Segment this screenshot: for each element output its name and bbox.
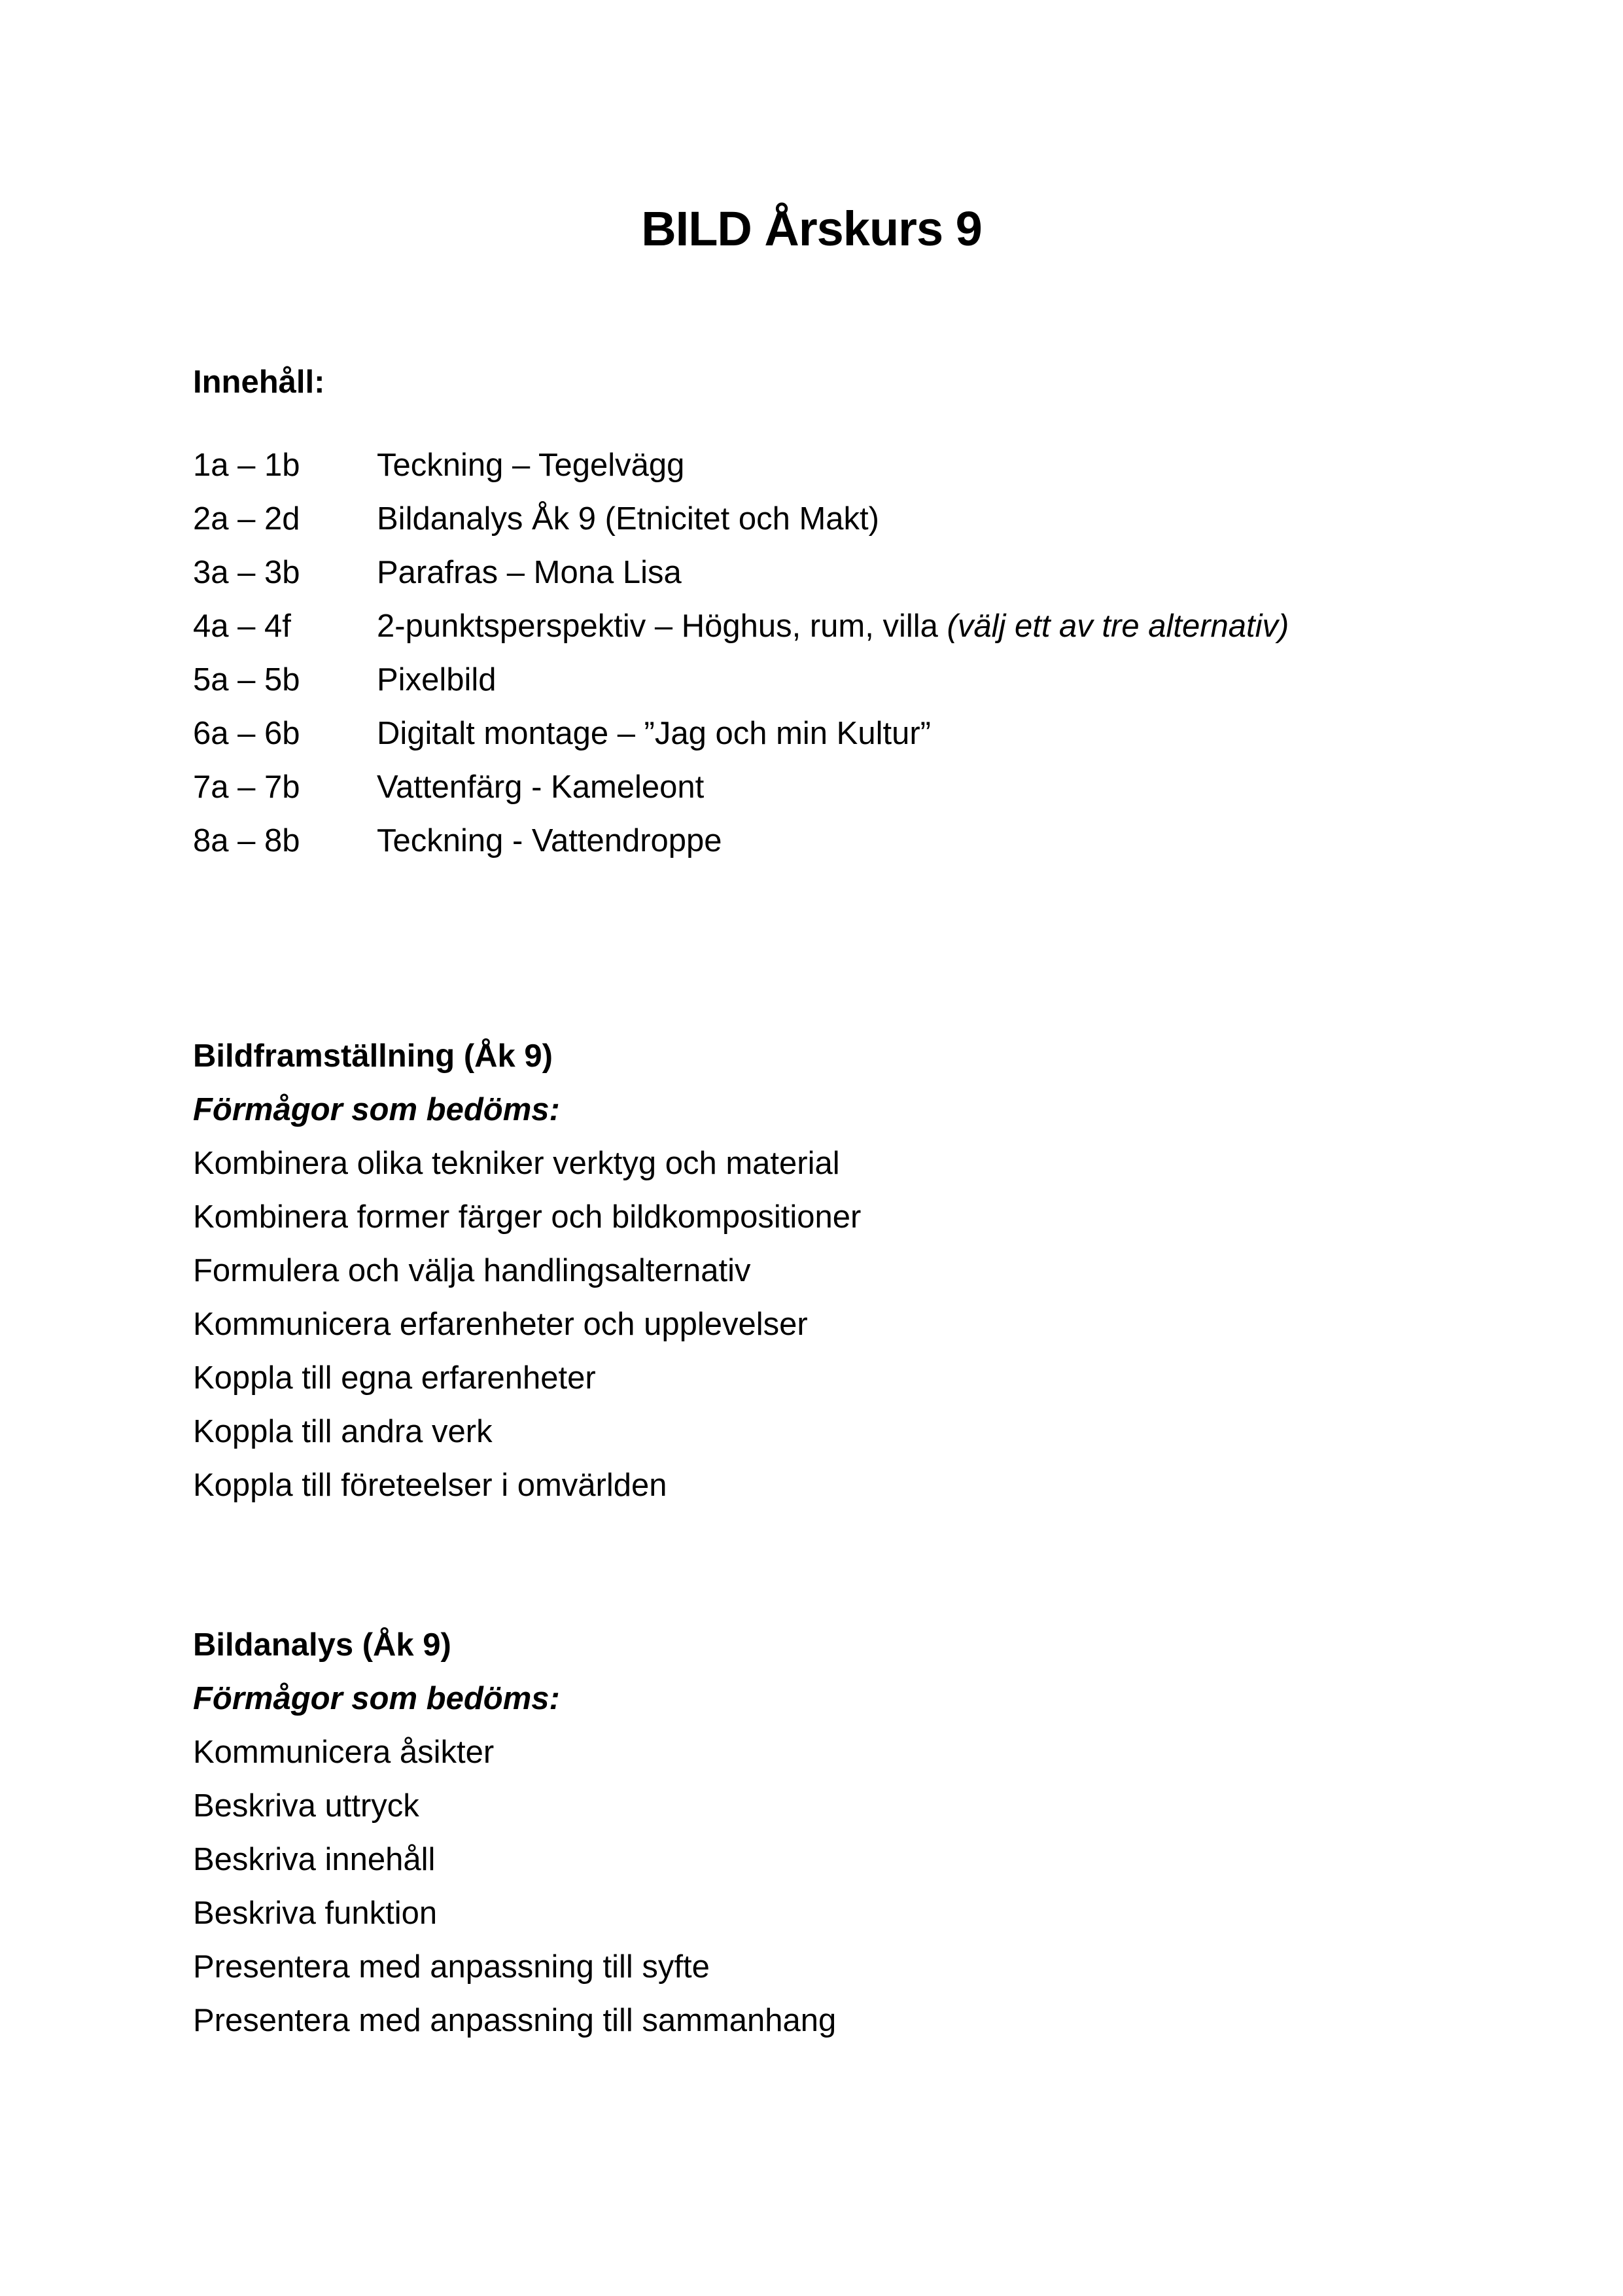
toc-range: 2a – 2d bbox=[193, 501, 300, 537]
toc-row bbox=[193, 814, 1430, 868]
toc-row bbox=[193, 707, 1430, 760]
toc-range: 7a – 7b bbox=[193, 769, 300, 805]
page-title: BILD Årskurs 9 bbox=[641, 202, 982, 256]
ability-item: Kombinera olika tekniker verktyg och material bbox=[193, 1146, 840, 1181]
toc-label: Teckning - Vattendroppe bbox=[377, 823, 722, 858]
toc-row bbox=[193, 599, 1430, 653]
section-subheading: Förmågor som bedöms: bbox=[193, 1092, 560, 1127]
section-subheading: Förmågor som bedöms: bbox=[193, 1681, 560, 1716]
toc-label: Bildanalys Åk 9 (Etnicitet och Makt) bbox=[377, 501, 879, 537]
ability-item: Koppla till andra verk bbox=[193, 1414, 493, 1449]
contents-list bbox=[193, 438, 1430, 868]
toc-row bbox=[193, 653, 1430, 707]
toc-label: Vattenfärg - Kameleont bbox=[377, 769, 705, 805]
section-heading: Bildanalys (Åk 9) bbox=[193, 1627, 451, 1663]
ability-item: Kommunicera åsikter bbox=[193, 1735, 495, 1770]
toc-label-italic: (välj ett av tre alternativ) bbox=[947, 609, 1289, 644]
ability-item: Presentera med anpassning till sammanhang bbox=[193, 2003, 837, 2038]
section-bildanalys bbox=[193, 1618, 1430, 2047]
toc-row bbox=[193, 546, 1430, 599]
toc-range: 3a – 3b bbox=[193, 555, 300, 590]
toc-label: Pixelbild bbox=[377, 662, 497, 698]
toc-label bbox=[377, 599, 1430, 653]
ability-item: Kommunicera erfarenheter och upplevelser bbox=[193, 1307, 808, 1342]
section-heading: Bildframställning (Åk 9) bbox=[193, 1038, 553, 1074]
toc-label: Teckning – Tegelvägg bbox=[377, 448, 685, 483]
toc-range: 6a – 6b bbox=[193, 716, 300, 751]
ability-item: Koppla till företeelser i omvärlden bbox=[193, 1468, 667, 1503]
ability-item: Beskriva innehåll bbox=[193, 1842, 436, 1877]
ability-item: Kombinera former färger och bildkompositioner bbox=[193, 1199, 862, 1235]
toc-row bbox=[193, 438, 1430, 492]
toc-range: 8a – 8b bbox=[193, 823, 300, 858]
ability-item: Beskriva funktion bbox=[193, 1896, 438, 1931]
ability-item: Formulera och välja handlingsalternativ bbox=[193, 1253, 751, 1288]
toc-label: Digitalt montage – ”Jag och min Kultur” bbox=[377, 716, 931, 751]
toc-range: 4a – 4f bbox=[193, 609, 291, 644]
toc-label: Parafras – Mona Lisa bbox=[377, 555, 682, 590]
toc-row bbox=[193, 492, 1430, 546]
contents-heading: Innehåll: bbox=[193, 364, 325, 400]
toc-range: 1a – 1b bbox=[193, 448, 300, 483]
section-bildframstallning bbox=[193, 1029, 1430, 1512]
ability-item: Koppla till egna erfarenheter bbox=[193, 1360, 596, 1396]
ability-item: Beskriva uttryck bbox=[193, 1788, 419, 1824]
ability-item: Presentera med anpassning till syfte bbox=[193, 1949, 710, 1985]
toc-range: 5a – 5b bbox=[193, 662, 300, 698]
toc-label-regular: 2-punktsperspektiv – Höghus, rum, villa bbox=[377, 609, 947, 644]
toc-row bbox=[193, 760, 1430, 814]
